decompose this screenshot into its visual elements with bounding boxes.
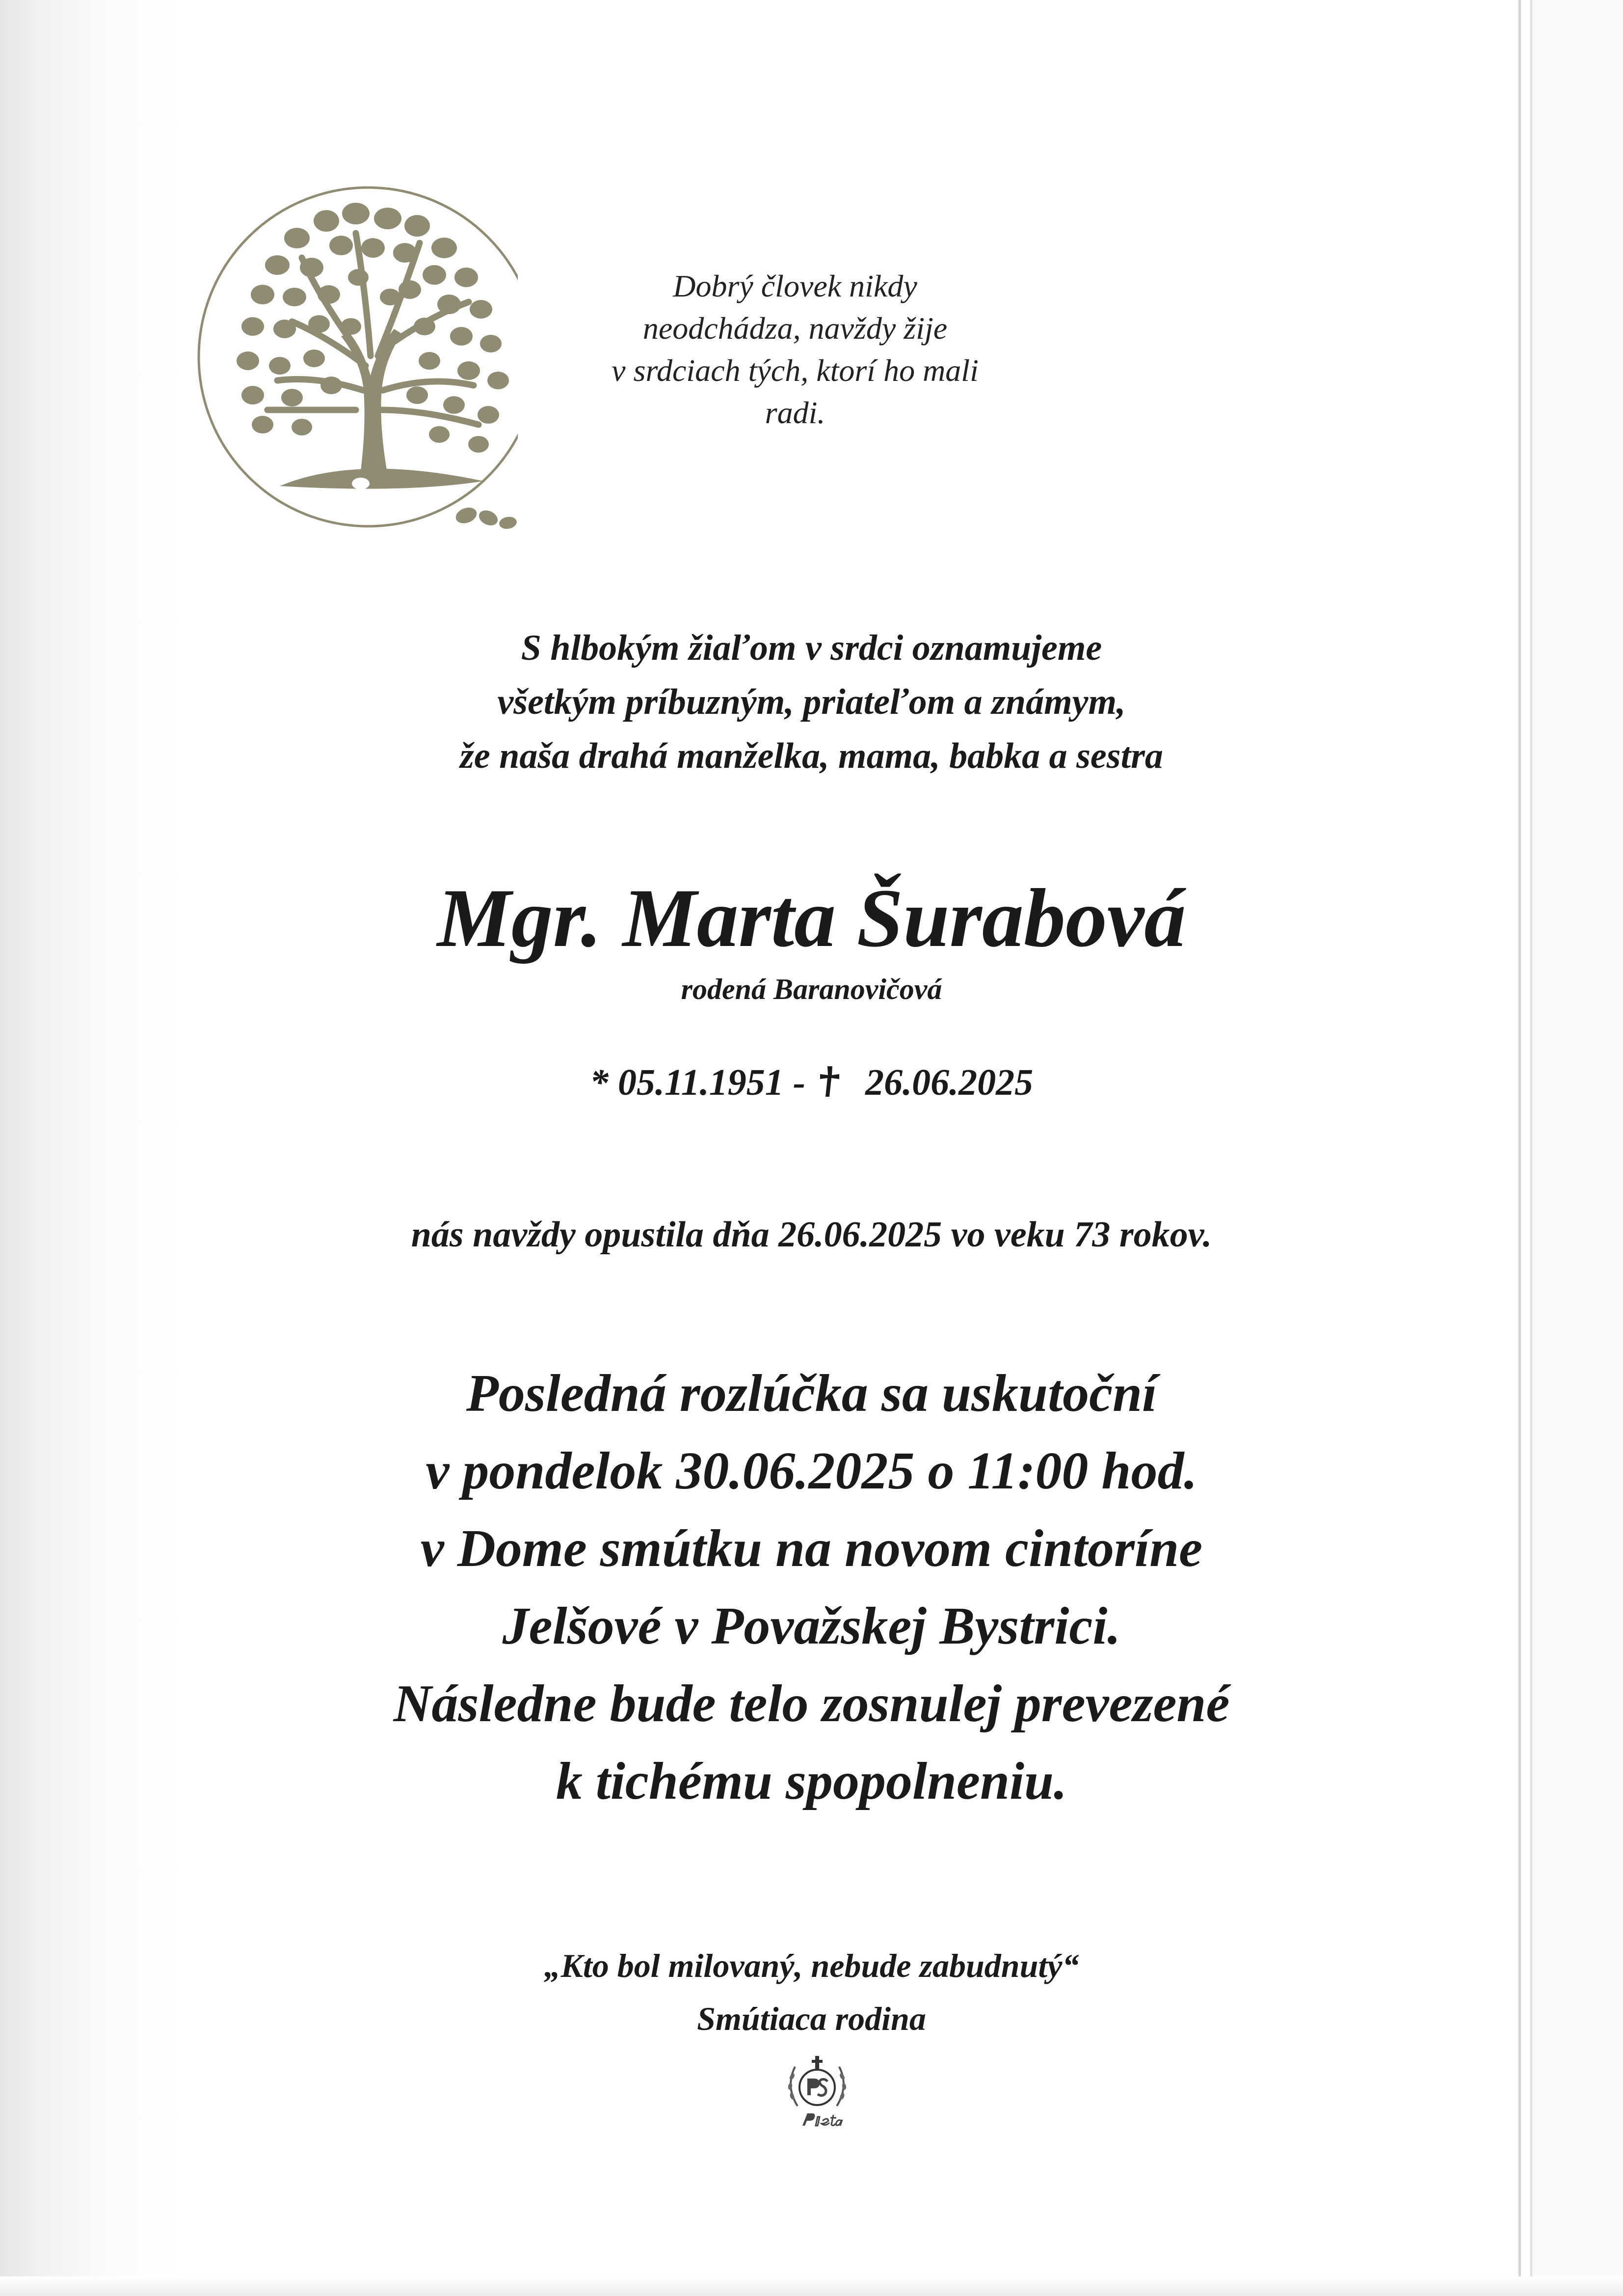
death-date: 26.06.2025 [865,1062,1034,1103]
departure-statement: nás navždy opustila dňa 26.06.2025 vo veku 73 rokov. [411,1215,1212,1255]
life-dates [0,1058,1623,1107]
maiden-name: rodená Baranovičová [681,973,942,1005]
ceremony-line: Následne bude telo zosnulej prevezené [393,1675,1230,1733]
closing-quote: „Kto bol milovaný, nebude zabudnutý“ [544,1947,1079,1984]
closing-block [0,1939,1623,2045]
ceremony-line: Jelšové v Považskej Bystrici. [502,1597,1121,1655]
motto-line: Dobrý človek nikdy [673,269,917,303]
motto-line: neodchádza, navždy žije [642,311,948,346]
intro-line: že naša drahá manželka, mama, babka a sestra [460,736,1163,776]
motto-text [579,265,1011,434]
motto-line: radi. [765,395,825,430]
cross-icon [818,1064,842,1099]
pieta-emblem-icon [780,2052,854,2133]
announcement-intro [0,621,1623,783]
ceremony-line: v Dome smútku na novom cintoríne [420,1519,1203,1578]
scan-shadow-bottom [0,2276,1623,2296]
tree-of-life-icon [194,179,518,538]
birth-date: * 05.11.1951 - [589,1062,806,1103]
ceremony-line: Posledná rozlúčka sa uskutoční [466,1364,1157,1423]
signature: Smútiaca rodina [697,2000,926,2037]
intro-line: všetkým príbuzným, priateľom a známym, [497,682,1126,722]
motto-line: v srdciach tých, ktorí ho mali [612,353,979,388]
ceremony-line: v pondelok 30.06.2025 o 11:00 hod. [426,1442,1197,1500]
deceased-name: Mgr. Marta Šurabová [437,872,1186,964]
ceremony-line: k tichému spopolneniu. [556,1752,1067,1810]
intro-line: S hlbokým žiaľom v srdci oznamujeme [521,628,1102,668]
ceremony-details [0,1355,1623,1820]
